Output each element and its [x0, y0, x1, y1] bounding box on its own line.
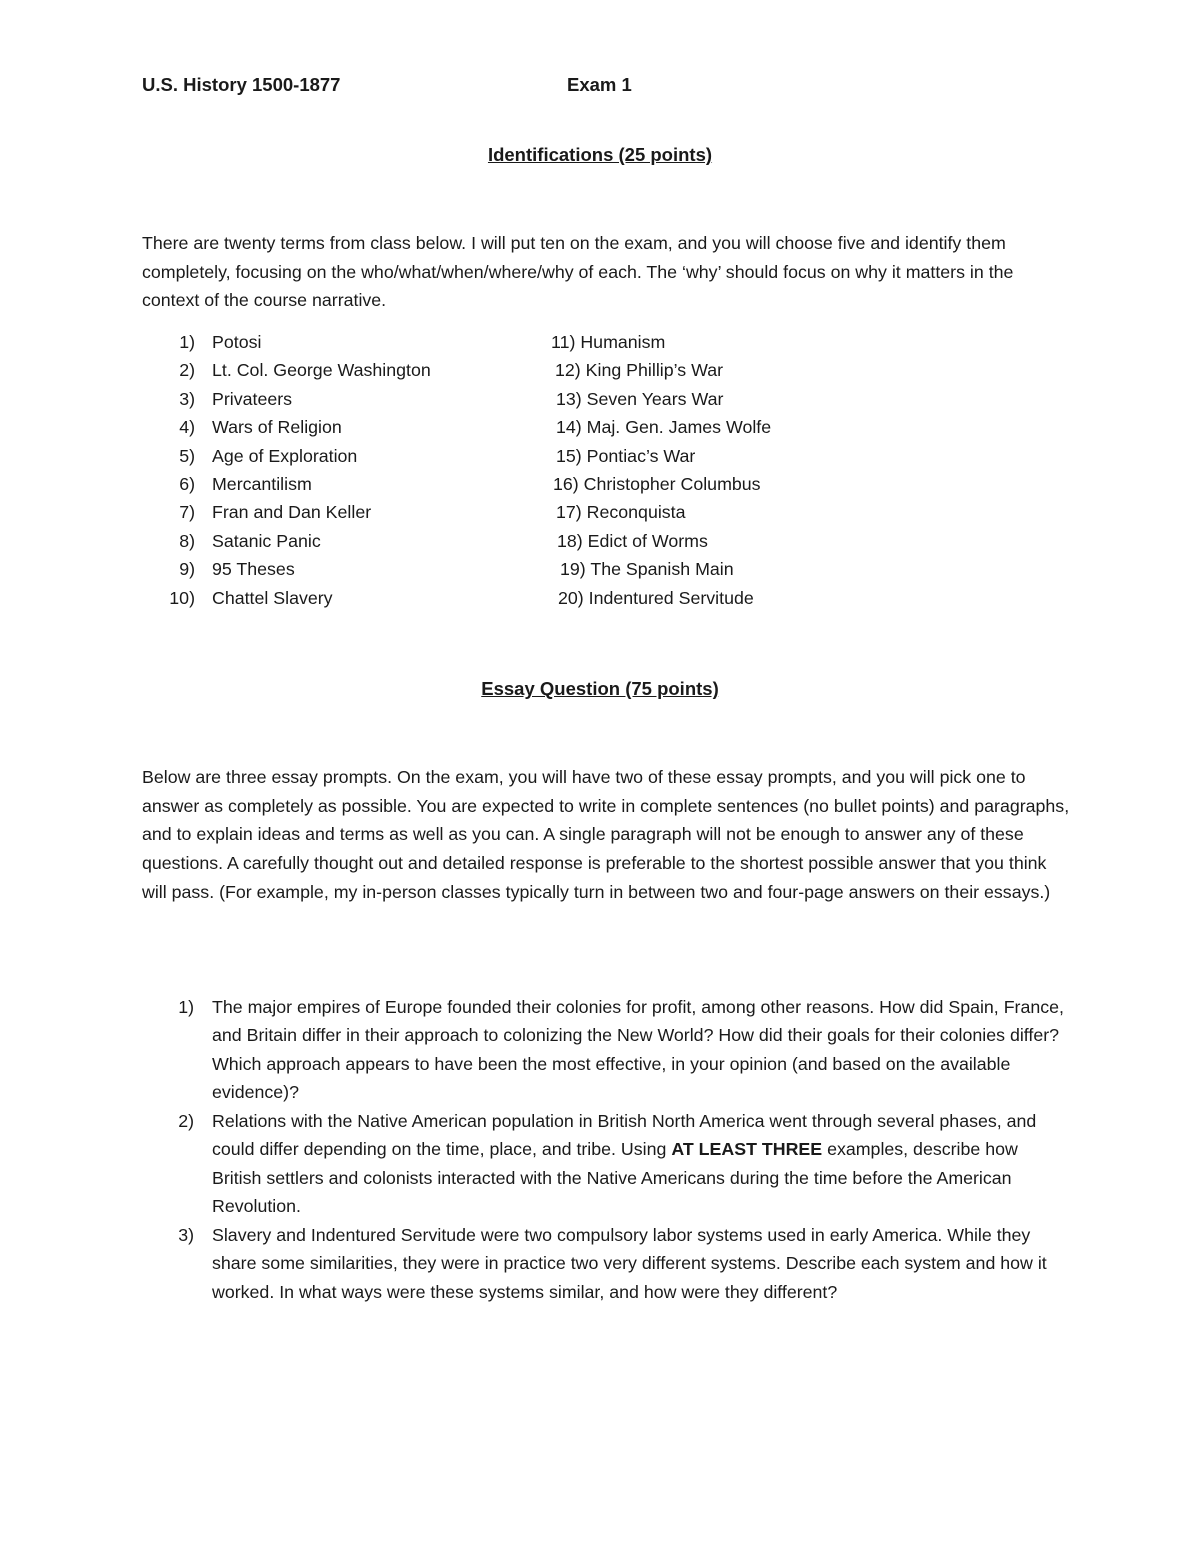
term-number: 2) — [179, 360, 195, 381]
term-number: 3) — [179, 388, 195, 409]
prompt-number: 1) — [178, 997, 194, 1017]
term-text: King Phillip’s War — [585, 360, 724, 381]
term-number: 15) — [556, 445, 582, 466]
list-item — [558, 588, 754, 609]
term-number: 18) — [557, 530, 583, 551]
term-number: 9) — [179, 559, 195, 580]
term-text: Privateers — [212, 388, 293, 409]
list-item — [555, 360, 723, 381]
term-number: 17) — [556, 502, 582, 523]
term-text: Potosi — [212, 332, 262, 352]
course-title: U.S. History 1500-1877 — [142, 74, 341, 95]
prompt-text-end: examples, describe how British settlers and colonists interacted with the Native Americans during the time before the American Revolution. — [212, 1139, 1018, 1217]
term-number: 7) — [179, 502, 195, 523]
term-number: 16) — [553, 474, 579, 494]
term-text: Fran and Dan Keller — [212, 502, 372, 523]
term-number: 1) — [179, 332, 195, 352]
term-number: 20) — [558, 587, 584, 608]
prompt-text: The major empires of Europe founded their colonies for profit, among other reasons. How did Spain, France, and Britain differ in their approach to colonizing the New World? How did their goals for their colonies differ? Which approach appears to have been the most effective, in your opinion (and based on the available evidence)? — [212, 997, 1064, 1103]
term-text: Chattel Slavery — [212, 587, 333, 608]
term-number: 12) — [555, 360, 581, 381]
term-number: 19) — [560, 559, 586, 580]
list-item — [557, 531, 708, 552]
prompt-text — [212, 1107, 1072, 1221]
essay-heading: Essay Question (75 points) — [481, 678, 719, 699]
term-number: 14) — [556, 417, 582, 438]
list-item — [551, 332, 665, 353]
identifications-heading: Identifications (25 points) — [487, 144, 713, 165]
list-item — [556, 389, 723, 410]
term-text: Age of Exploration — [212, 445, 358, 466]
prompt-number: 2) — [178, 1111, 194, 1131]
exam-title: Exam 1 — [567, 74, 632, 95]
term-text: Lt. Col. George Washington — [212, 360, 431, 381]
prompt-text-start: Relations with the Native American population in British North America went through several phases, and could differ depending on the time, place, and tribe. Using — [212, 1111, 1037, 1160]
list-item — [556, 446, 695, 467]
term-text: Wars of Religion — [212, 417, 342, 438]
term-number: 13) — [556, 388, 582, 409]
term-text: Seven Years War — [586, 388, 724, 409]
term-text: Humanism — [580, 332, 666, 352]
term-text: 95 Theses — [212, 559, 295, 580]
term-number: 6) — [179, 474, 195, 494]
list-item — [556, 417, 771, 438]
term-number: 5) — [179, 445, 195, 466]
term-text: Edict of Worms — [587, 530, 708, 551]
identifications-intro: There are twenty terms from class below. I will put ten on the exam, and you will choose five and identify them completely, focusing on the who/what/when/where/why of each. The ‘why’ should focus on why it matters in the context of the course narrative. — [142, 233, 1014, 311]
prompt-number: 3) — [178, 1225, 194, 1245]
term-text: Mercantilism — [212, 474, 312, 494]
term-text: Satanic Panic — [212, 530, 321, 551]
list-item — [560, 559, 734, 580]
term-number: 11) — [551, 332, 576, 352]
term-text: Reconquista — [586, 502, 686, 523]
term-text: Christopher Columbus — [583, 474, 761, 494]
essay-intro: Below are three essay prompts. On the exam, you will have two of these essay prompts, and you will pick one to answer as completely as possible. You are expected to write in complete sentences (no bullet points) and paragraphs, and to explain ideas and terms as well as you can. A single paragraph will not be enough to answer any of these questions. A carefully thought out and detailed response is preferable to the shortest possible answer that you think will pass. (For example, my in-person classes typically turn in between two and four-page answers on their essays.) — [142, 767, 1070, 902]
list-item — [553, 474, 761, 495]
term-number: 8) — [179, 530, 195, 551]
term-number: 10) — [169, 587, 195, 608]
term-text: Maj. Gen. James Wolfe — [586, 417, 772, 438]
prompt-text: Slavery and Indentured Servitude were two compulsory labor systems used in early America. While they share some similarities, they were in practice two very different systems. Describe each system and how it worked. In what ways were these systems similar, and how were they different? — [212, 1225, 1047, 1302]
term-text: Pontiac’s War — [586, 445, 696, 466]
term-text: The Spanish Main — [590, 559, 734, 580]
term-number: 4) — [179, 417, 195, 438]
list-item — [556, 502, 686, 523]
prompt-emphasis: AT LEAST THREE — [671, 1139, 823, 1160]
term-text: Indentured Servitude — [588, 587, 754, 608]
